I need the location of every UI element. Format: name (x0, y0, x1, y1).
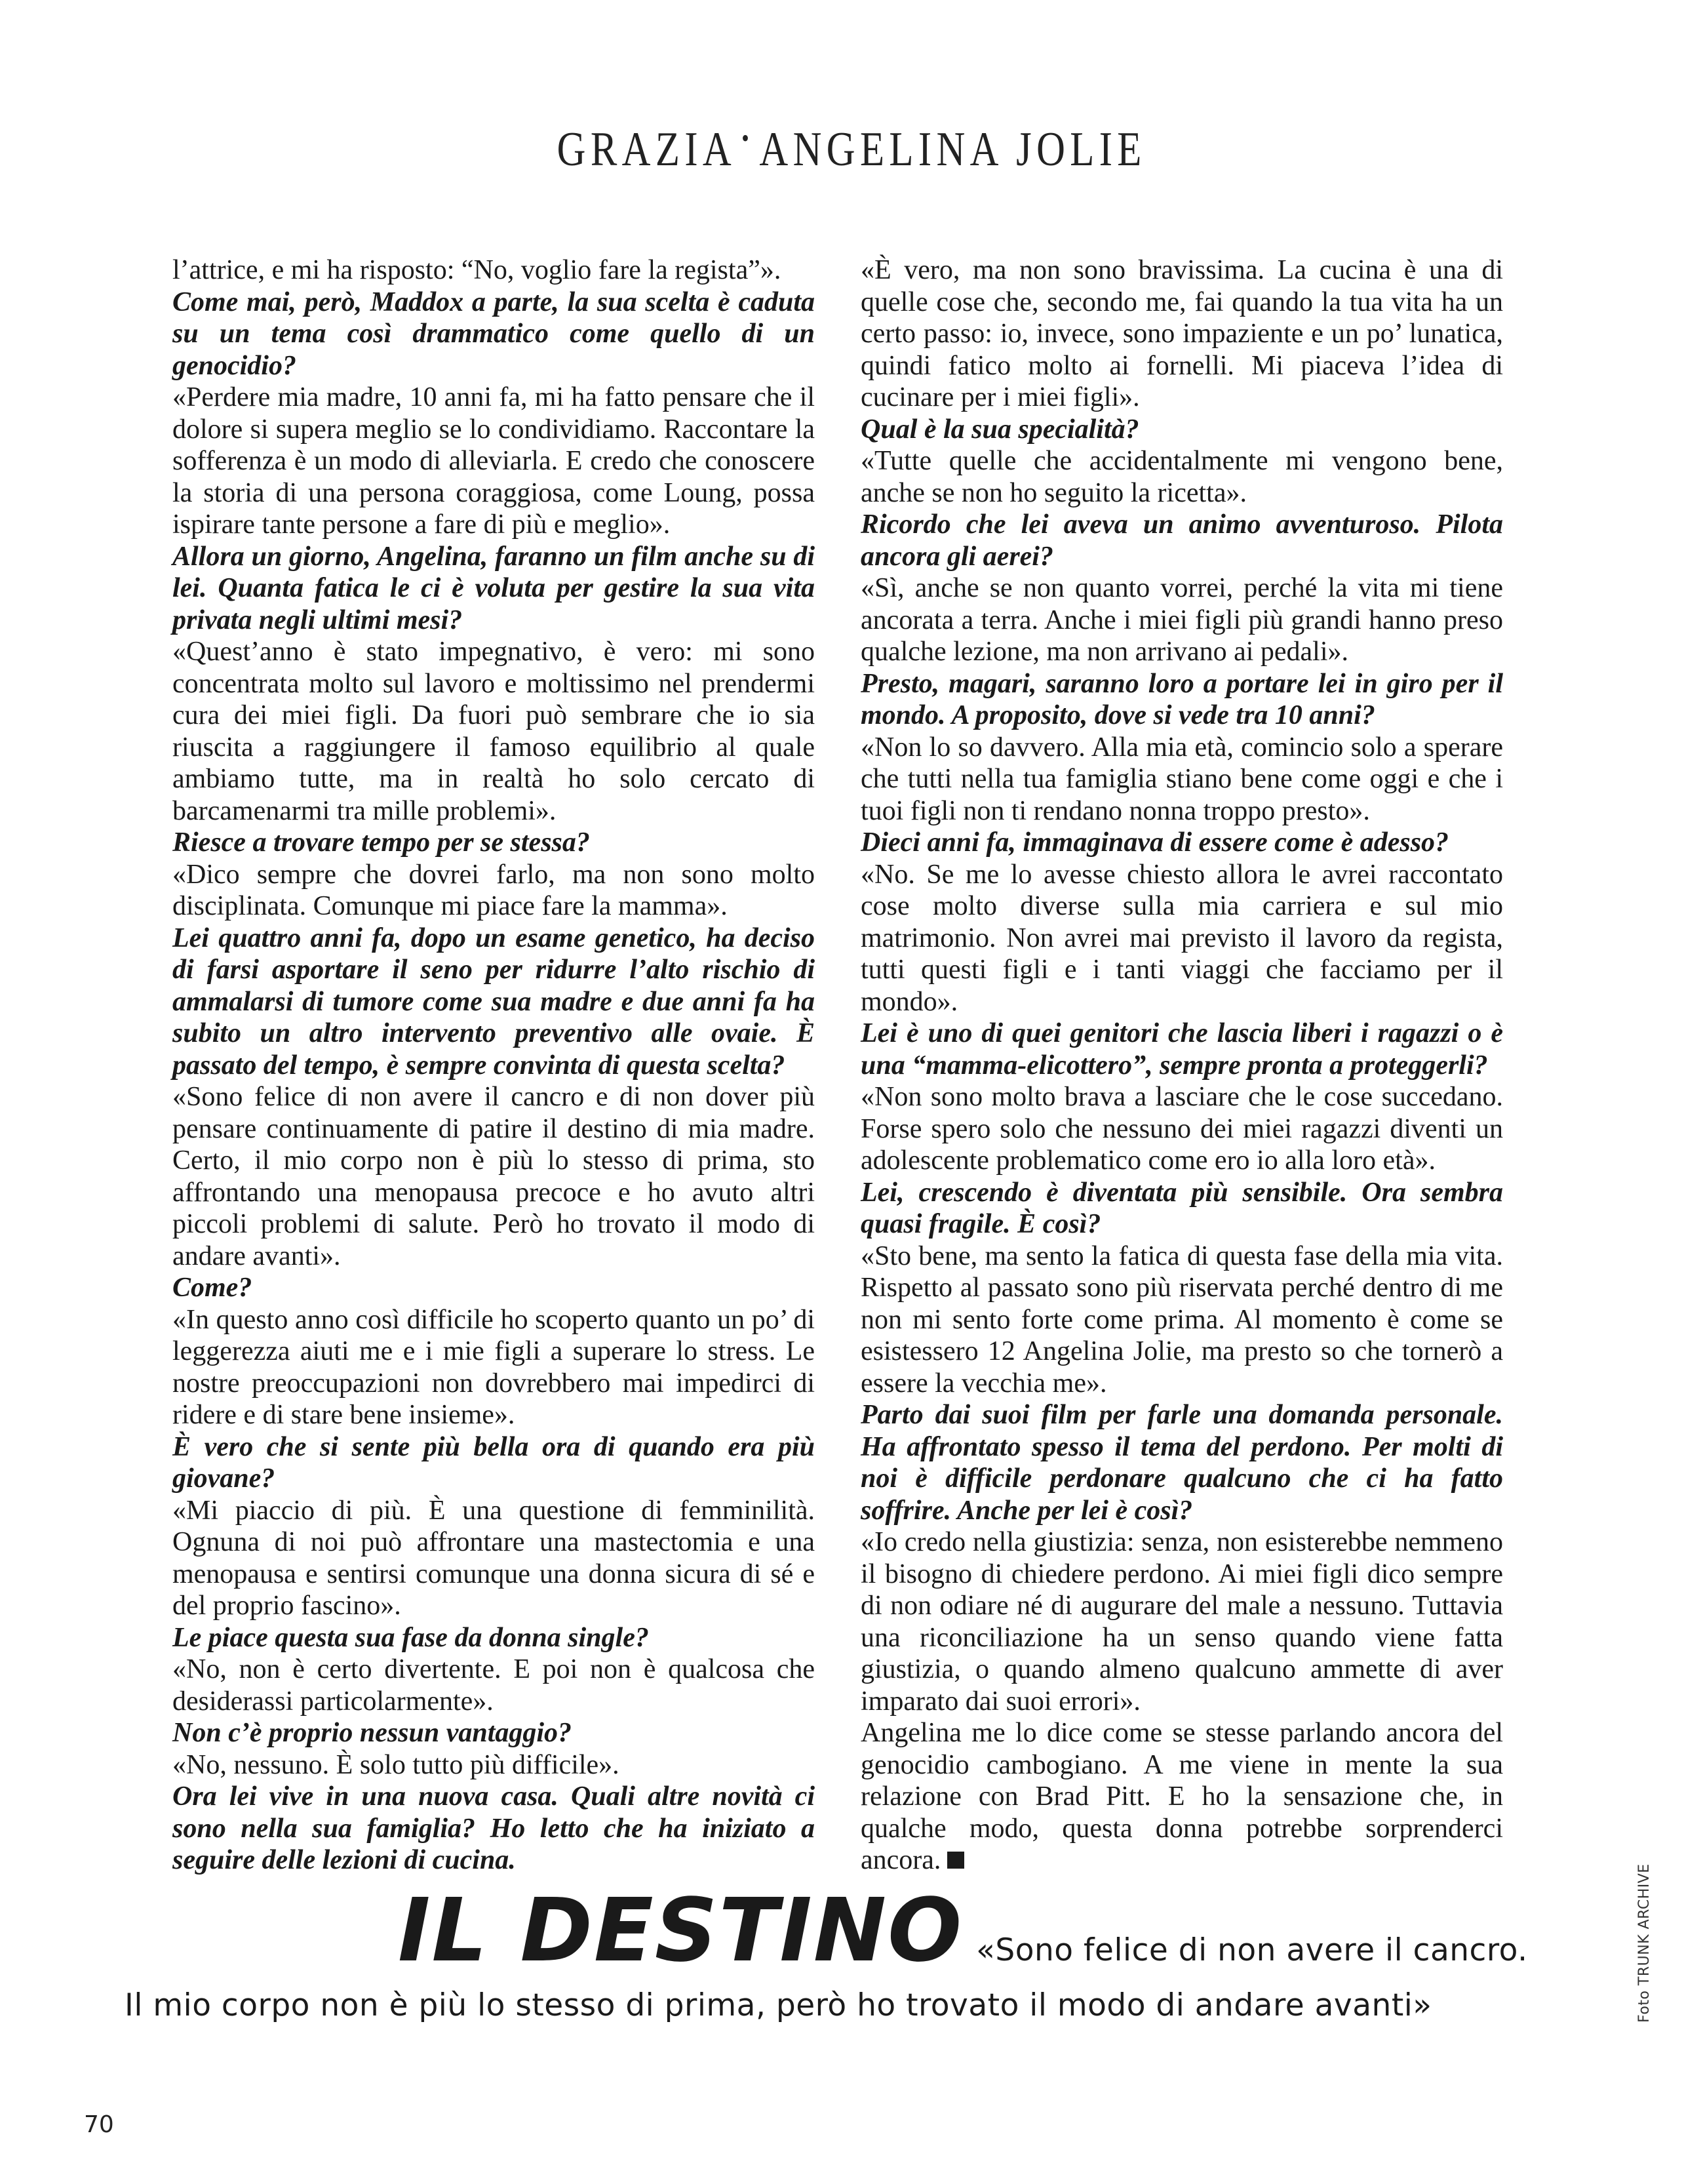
paragraph-text: Come mai, però, Maddox a parte, la sua scelta è caduta su un tema così drammatico come quello di un genocidio? (172, 287, 815, 381)
interview-question (861, 1018, 1503, 1081)
interview-answer (172, 1495, 815, 1622)
paragraph-text: «No, non è certo divertente. E poi non è qualcosa che desiderassi particolarmente». (172, 1654, 815, 1717)
interview-answer (172, 1081, 815, 1272)
paragraph-text: Lei, crescendo è diventata più sensibile. Ora sembra quasi fragile. È così? (861, 1177, 1503, 1239)
interview-question (172, 1431, 815, 1495)
pull-quote-text-2: Il mio corpo non è più lo stesso di prima, però ho trovato il modo di andare avanti» (125, 1987, 1432, 2023)
page-number: 70 (84, 2111, 114, 2138)
interview-answer (172, 636, 815, 827)
interview-question (172, 923, 815, 1082)
photo-credit: Foto TRUNK ARCHIVE (1636, 1863, 1653, 2023)
paragraph-text: Lei è uno di quei genitori che lascia liberi i ragazzi o è una “mamma-elicottero”, sempre pronta a proteggerli? (861, 1018, 1503, 1081)
interview-question (861, 1177, 1503, 1241)
paragraph-text: «Sto bene, ma sento la fatica di questa fase della mia vita. Rispetto al passato sono più riservata perché dentro di me non mi sento forte come prima. Al momento è come se esistessero 12 Angelina Jolie, ma presto so che tornerò a essere la vecchia me». (861, 1241, 1503, 1399)
paragraph-text: Presto, magari, saranno loro a portare lei in giro per il mondo. A proposito, dove si vede tra 10 anni? (861, 668, 1503, 730)
interview-answer (861, 1717, 1503, 1876)
paragraph-text: Riesce a trovare tempo per se stessa? (172, 827, 590, 858)
interview-question (861, 827, 1503, 859)
interview-question (861, 509, 1503, 572)
interview-answer (172, 254, 815, 287)
left-text-column (172, 254, 815, 1876)
interview-question (172, 1781, 815, 1876)
interview-answer (861, 859, 1503, 1018)
interview-answer (861, 572, 1503, 668)
paragraph-text: «Non lo so davvero. Alla mia età, comincio solo a sperare che tutti nella tua famiglia stiano bene come oggi e che i tuoi figli non ti rendano nonna troppo presto». (861, 732, 1503, 826)
interview-answer (861, 1241, 1503, 1400)
paragraph-text: Come? (172, 1273, 252, 1303)
end-of-article-mark (947, 1852, 964, 1869)
paragraph-text: Qual è la sua specialità? (861, 414, 1139, 445)
paragraph-text: «Perdere mia madre, 10 anni fa, mi ha fatto pensare che il dolore si supera meglio se lo condividiamo. Raccontare la sofferenza è un modo di alleviarla. E credo che conoscere la storia di una persona coraggiosa, come Loung, possa ispirare tante persone a fare di più e meglio». (172, 382, 815, 540)
article-subject: ANGELINA JOLIE (759, 123, 1146, 176)
interview-question (172, 541, 815, 637)
interview-answer (172, 1654, 815, 1717)
pull-quote-first-line (398, 1880, 1528, 1981)
interview-answer (861, 445, 1503, 509)
paragraph-text: «Sì, anche se non quanto vorrei, perché la vita mi tiene ancorata a terra. Anche i miei figli più grandi hanno preso qualche lezione, ma non arrivano ai pedali». (861, 573, 1503, 667)
paragraph-text: Dieci anni fa, immaginava di essere come è adesso? (861, 827, 1449, 858)
interview-answer (861, 732, 1503, 827)
interview-question (861, 414, 1503, 446)
interview-answer (861, 1081, 1503, 1177)
paragraph-text: «Tutte quelle che accidentalmente mi vengono bene, anche se non ho seguito la ricetta». (861, 446, 1503, 508)
pull-quote-text-1: «Sono felice di non avere il cancro. (976, 1932, 1528, 1968)
paragraph-text: «Quest’anno è stato impegnativo, è vero: mi sono concentrata molto sul lavoro e moltissimo nel prendermi cura dei miei figli. Da fuori può sembrare che io sia riuscita a raggiungere il famoso equilibrio al quale ambiamo tutte, ma in realtà ho solo cercato di barcamenarmi tra mille problemi». (172, 637, 815, 826)
header-separator: • (741, 123, 754, 153)
interview-question (172, 1622, 815, 1654)
paragraph-text: È vero che si sente più bella ora di quando era più giovane? (172, 1431, 815, 1494)
paragraph-text: «Dico sempre che dovrei farlo, ma non sono molto disciplinata. Comunque mi piace fare la mamma». (172, 859, 815, 921)
paragraph-text: Angelina me lo dice come se stesse parlando ancora del genocidio cambogiano. A me viene in mente la sua relazione con Brad Pitt. E ho la sensazione che, in qualche modo, questa donna potrebbe sorprenderci ancora. (861, 1718, 1503, 1875)
paragraph-text: Lei quattro anni fa, dopo un esame genetico, ha deciso di farsi asportare il seno per ridurre l’alto rischio di ammalarsi di tumore come sua madre e due anni fa ha subito un altro intervento preventivo alle ovaie. È passato del tempo, è sempre convinta di questa scelta? (172, 923, 815, 1081)
interview-question (172, 287, 815, 382)
interview-answer (172, 382, 815, 541)
pull-quote-title: IL DESTINO (398, 1880, 964, 1981)
paragraph-text: «Sono felice di non avere il cancro e di non dover più pensare continuamente di patire il destino di mia madre. Certo, il mio corpo non è più lo stesso di prima, sto affrontando una menopausa precoce e ho avuto altri piccoli problemi di salute. Però ho trovato il modo di andare avanti». (172, 1082, 815, 1271)
paragraph-text: Ora lei vive in una nuova casa. Quali altre novità ci sono nella sua famiglia? Ho letto che ha iniziato a seguire delle lezioni di cucina. (172, 1781, 815, 1875)
paragraph-text: Le piace questa sua fase da donna single? (172, 1622, 649, 1653)
interview-answer (172, 1749, 815, 1781)
interview-question (861, 1399, 1503, 1526)
interview-question (172, 1717, 815, 1749)
paragraph-text: «È vero, ma non sono bravissima. La cucina è una di quelle cose che, secondo me, fai quando la tua vita ha un certo passo: io, invece, sono impaziente e un po’ lunatica, quindi fatico molto ai fornelli. Mi piaceva l’idea di cucinare per i miei figli». (861, 255, 1503, 412)
interview-question (172, 827, 815, 859)
paragraph-text: «Non sono molto brava a lasciare che le cose succedano. Forse spero solo che nessuno dei miei ragazzi diventi un adolescente problematico come ero io alla loro età». (861, 1082, 1503, 1176)
paragraph-text: «In questo anno così difficile ho scoperto quanto un po’ di leggerezza aiuti me e i mie figli a superare lo stress. Le nostre preoccupazioni non dovrebbero mai impedirci di ridere e di stare bene insieme». (172, 1304, 815, 1430)
interview-answer (861, 1526, 1503, 1717)
paragraph-text: Parto dai suoi film per farle una domanda personale. Ha affrontato spesso il tema del perdono. Per molti di noi è difficile perdonare qualcuno che ci ha fatto soffrire. Anche per lei è così? (861, 1400, 1503, 1526)
interview-question (861, 668, 1503, 732)
running-header (153, 122, 1550, 178)
paragraph-text: Non c’è proprio nessun vantaggio? (172, 1718, 572, 1748)
paragraph-text: l’attrice, e mi ha risposto: “No, voglio fare la regista”». (172, 255, 781, 285)
paragraph-text: «No, nessuno. È solo tutto più difficile». (172, 1749, 619, 1780)
paragraph-text: «Io credo nella giustizia: senza, non esisterebbe nemmeno il bisogno di chiedere perdono. Ai miei figli dico sempre di non odiare né di augurare del male a nessuno. Tuttavia una riconciliazione ha un senso quando viene fatta giustizia, o quando almeno qualcuno ammette di aver imparato dai suoi errori». (861, 1527, 1503, 1717)
paragraph-text: «Mi piaccio di più. È una questione di femminilità. Ognuna di noi può affrontare una mastectomia e una menopausa e sentirsi comunque una donna sicura di sé e del proprio fascino». (172, 1495, 815, 1621)
magazine-name: GRAZIA (557, 123, 737, 176)
interview-answer (172, 859, 815, 923)
paragraph-text: «No. Se me lo avesse chiesto allora le avrei raccontato cose molto diverse sulla mia carriera e sul mio matrimonio. Non avrei mai previsto il lavoro da regista, tutti questi figli e i tanti viaggi che facciamo per il mondo». (861, 859, 1503, 1017)
paragraph-text: Allora un giorno, Angelina, faranno un film anche su di lei. Quanta fatica le ci è voluta per gestire la sua vita privata negli ultimi mesi? (172, 541, 815, 635)
interview-answer (861, 254, 1503, 414)
interview-answer (172, 1304, 815, 1431)
paragraph-text: Ricordo che lei aveva un animo avventuroso. Pilota ancora gli aerei? (861, 509, 1503, 572)
right-text-column (861, 254, 1503, 1876)
interview-question (172, 1272, 815, 1304)
